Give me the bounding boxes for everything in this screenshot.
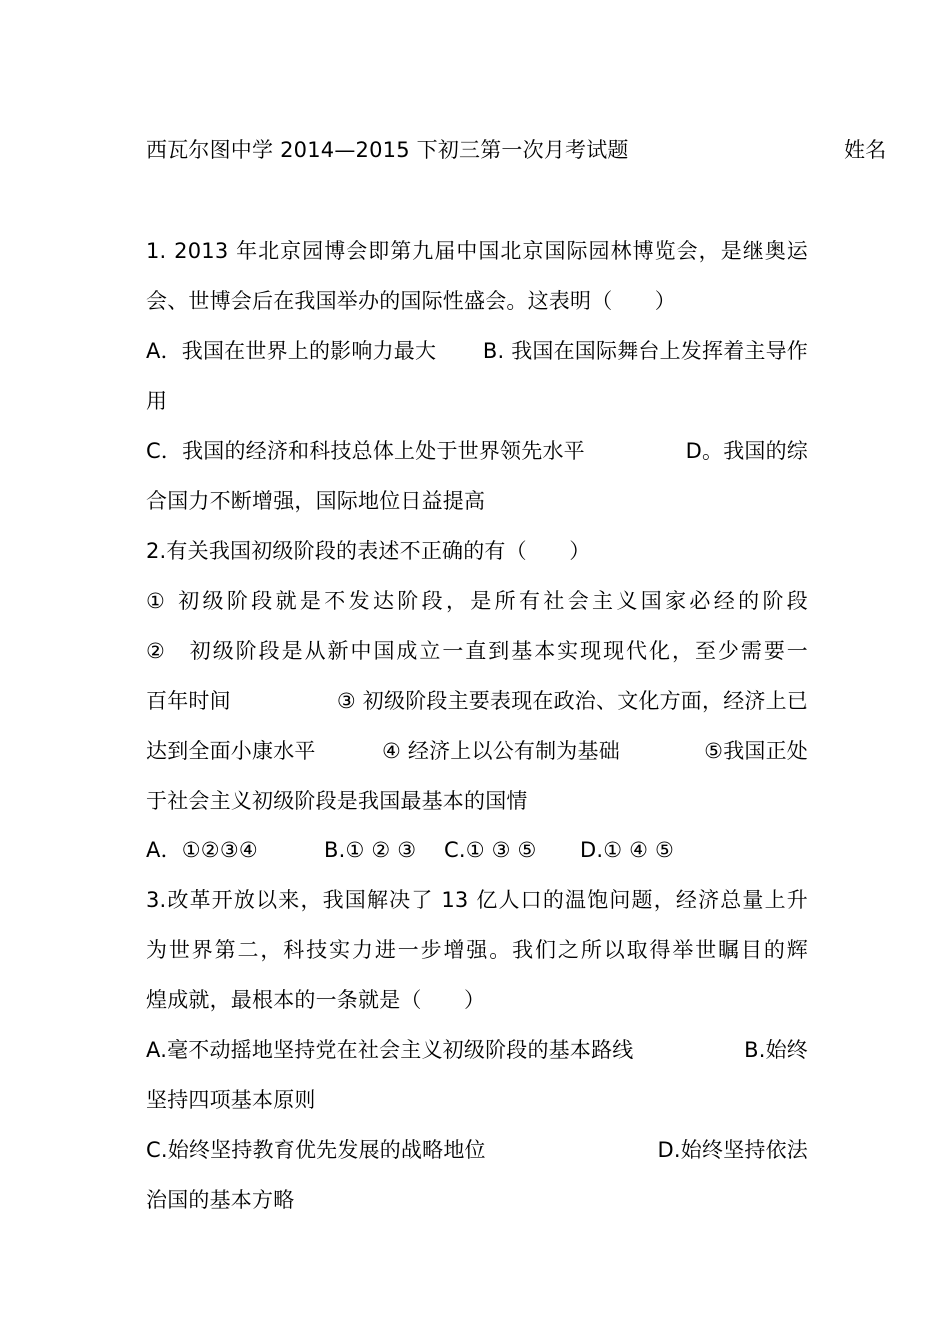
- q2-option-b: B.① ② ③: [324, 838, 417, 862]
- q2-item-4: ④ 经济上以公有制为基础: [382, 739, 620, 763]
- exam-title: 西瓦尔图中学 2014—2015 下初三第一次月考试题: [146, 138, 629, 162]
- q3-stem-line-2: 为世界第二，科技实力进一步增强。我们之所以取得举世瞩目的辉: [146, 938, 808, 962]
- q2-option-d: D.① ④ ⑤: [580, 838, 675, 862]
- q2-item-2: ② 初级阶段是从新中国成立一直到基本实现现代化，至少需要一: [146, 639, 808, 663]
- q3-option-b: B.始终: [744, 1038, 808, 1062]
- q3-stem-line-1: 3.改革开放以来，我国解决了 13 亿人口的温饱问题，经济总量上升: [146, 888, 808, 912]
- q2-item-1: ① 初级阶段就是不发达阶段，是所有社会主义国家必经的阶段: [146, 589, 808, 613]
- q1-option-b: B. 我国在国际舞台上发挥着主导作: [482, 339, 808, 363]
- q2-item-5-cont: 于社会主义初级阶段是我国最基本的国情: [146, 789, 528, 813]
- q2-row-item3-end-item4-5: [146, 736, 808, 766]
- q3-option-row-cd: [146, 1135, 808, 1165]
- q1-option-d: D。我国的综: [685, 439, 808, 463]
- q3-option-c: C.始终坚持教育优先发展的战略地位: [146, 1138, 486, 1162]
- q3-option-row-ab: [146, 1035, 808, 1065]
- q3-option-b-cont: 坚持四项基本原则: [146, 1088, 316, 1112]
- q2-item-2-cont: 百年时间: [146, 689, 231, 713]
- q1-option-b-cont: 用: [146, 389, 168, 413]
- q1-option-d-cont: 合国力不断增强，国际地位日益提高: [146, 489, 486, 513]
- q2-item-3: ③ 初级阶段主要表现在政治、文化方面，经济上已: [336, 689, 808, 713]
- q1-option-c: C．我国的经济和科技总体上处于世界领先水平: [146, 439, 585, 463]
- q3-stem-line-3: 煌成就，最根本的一条就是（ ）: [146, 988, 486, 1012]
- q1-stem-line-2: 会、世博会后在我国举办的国际性盛会。这表明（ ）: [146, 289, 676, 313]
- q2-row-item2-end-item3: [146, 686, 808, 716]
- q1-stem-line-1: 1. 2013 年北京园博会即第九届中国北京国际园林博览会，是继奥运: [146, 239, 808, 263]
- q1-option-a: A．我国在世界上的影响力最大: [146, 339, 437, 363]
- q3-option-d: D.始终坚持依法: [657, 1138, 808, 1162]
- q3-option-d-cont: 治国的基本方略: [146, 1188, 295, 1212]
- q2-option-c: C.① ③ ⑤: [444, 838, 537, 862]
- q2-item-5: ⑤我国正处: [704, 739, 808, 763]
- q1-option-row-cd: [146, 436, 808, 466]
- q2-option-a: A．①②③④: [146, 838, 258, 862]
- q1-option-row-ab: [146, 336, 808, 366]
- q2-item-3-cont: 达到全面小康水平: [146, 739, 316, 763]
- q2-stem: 2.有关我国初级阶段的表述不正确的有（ ）: [146, 539, 591, 563]
- q3-option-a: A.毫不动摇地坚持党在社会主义初级阶段的基本路线: [146, 1038, 634, 1062]
- name-label: 姓名: [844, 138, 887, 162]
- q2-option-row: [146, 835, 808, 865]
- exam-header: [146, 135, 887, 165]
